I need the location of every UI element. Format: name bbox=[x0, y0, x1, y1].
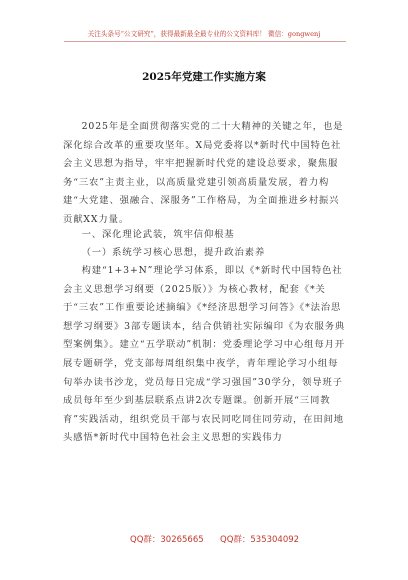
subsection-heading-text: （一）系统学习核心思想，提升政治素养 bbox=[81, 247, 266, 258]
section-heading bbox=[63, 226, 346, 245]
footer-qq-group-2: QQ群：535304092 bbox=[220, 535, 300, 545]
footer-qq-group-1: QQ群：30265665 bbox=[130, 535, 204, 545]
header-banner: 关注头条号“公文研究”，获得最新最全最专业的公文资料库！ 微信：gongwenj bbox=[87, 30, 321, 38]
document-title: 2025年党建工作实施方案 bbox=[142, 71, 266, 83]
section-heading-text: 一、深化理论武装，筑牢信仰根基 bbox=[81, 229, 235, 240]
subsection-paragraph bbox=[63, 262, 346, 448]
intro-paragraph bbox=[63, 118, 346, 230]
header-divider bbox=[64, 41, 346, 42]
subsection-body-text: 构建“1+3+N”理论学习体系，即以《*新时代中国特色社会主义思想学习纲要（2025版）》为核心教材，配套《*关于“三农”工作重要论述摘编》《*经济思想学习问答》《*法治思想学习纲要》3部专题读本，结合供销社实际编印《为农服务典型案例集》。建立“五学联动”机制：党委理论学习中心组每月开展专题研学，党支部每周组织集中夜学，青年理论学习小组每旬举办读书沙龙，党员每日完成“学习强国”30学分，领导班子成员每年至少到基层联系点讲2次专题课。创新开展“三同教育”实践活动，组织党员干部与农民同吃同住同劳动，在田间地头感悟*新时代中国特色社会主义思想的实践伟力 bbox=[63, 265, 346, 444]
intro-text: 2025年是全面贯彻落实党的二十大精神的关键之年，也是深化综合改革的重要攻坚年。X局党委将以*新时代中国特色社会主义思想为指导，牢牢把握新时代党的建设总要求，聚焦服务“三农”主责主业，以高质量党建引领高质量发展，着力构建“大党建、强融合、深服务”工作格局，为全面推进乡村振兴贡献XX力量。 bbox=[63, 121, 344, 225]
subsection-heading bbox=[63, 244, 346, 263]
